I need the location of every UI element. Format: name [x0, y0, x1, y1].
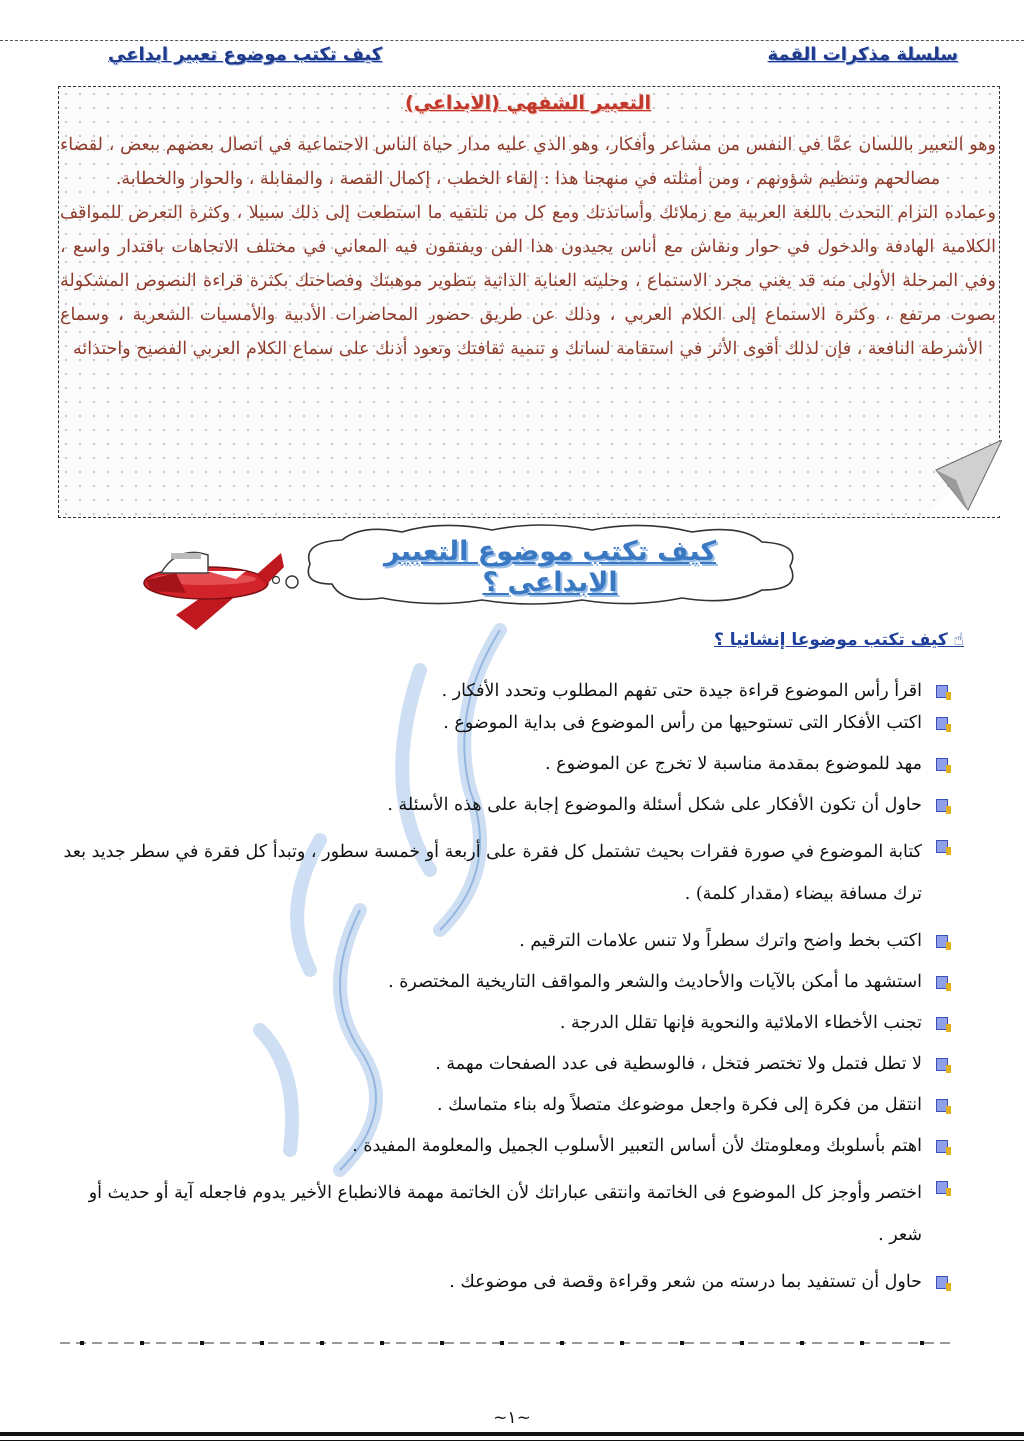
- page-curl-icon: [926, 440, 1002, 516]
- page-number: ~١~: [493, 1408, 531, 1428]
- list-item: لا تطل فتمل ولا تختصر فتخل ، فالوسطية فى عدد الصفحات مهمة .: [52, 1049, 952, 1079]
- series-title: سلسلة مذكرات القمة: [767, 44, 958, 65]
- book-bullet-icon: [934, 933, 952, 951]
- book-bullet-icon: [934, 756, 952, 774]
- top-divider: [0, 40, 1024, 41]
- topic-title: كيف تكتب موضوع تعبير ابداعي: [108, 44, 383, 65]
- list-item: كتابة الموضوع في صورة فقرات بحيث تشتمل كل فقرة على أربعة أو خمسة سطور ، وتبدأ كل فقرة في سطر جديد بعد ترك مسافة بيضاء (مقدار كلمة) .: [52, 831, 952, 915]
- book-bullet-icon: [934, 1015, 952, 1033]
- list-item: اقرأ رأس الموضوع قراءة جيدة حتى تفهم المطلوب وتحدد الأفكار .: [52, 676, 952, 706]
- book-bullet-icon: [934, 838, 952, 856]
- book-bullet-icon: [934, 1274, 952, 1292]
- footer-bar-thin: [0, 1440, 1024, 1441]
- list-item: اهتم بأسلوبك ومعلومتك لأن أساس التعبير الأسلوب الجميل والمعلومة المفيدة .: [52, 1131, 952, 1161]
- oral-paragraph-2: وعماده التزام التحدث باللغة العربية مع زملائك وأساتذتك ومع كل من تلتقيه ما استطعت إلى ذلك سبيلا ، وكثرة التعرض للمواقف الكلامية الهادفة والدخول في حوار ونقاش مع أناس يجيدون هذا الفن ويفتقون فيه المعاني في مختلف الاتجاهات باقتدار واسع ، وفي المرحلة الأولى منه قد يغني مجرد الاستماع ، وحليته العناية الذاتية بتطوير موهبتك وفصاحتك بكثرة قراءة النصوص المشكولة بصوت مرتفع ، وكثرة الاستماع إلى الكلام العربي ، وذلك عن طريق حضور المحاضرات الأدبية والأمسيات الشعرية ، وسماع الأشرطة النافعة ، فإن لذلك أقوى الأثر في استقامة لسانك و تنمية ثقافتك وتعود أذنك على سماع الكلام العربي الفصيح واحتذائه: [60, 203, 996, 359]
- oral-paragraph-1: وهو التعبير باللسان عمَّا في النفس من مشاعر وأفكار، وهو الذي عليه مدار حياة الناس الاجتماعية في اتصال بعضهم ببعض ، لقضاء مصالحهم وتنظيم شؤونهم ، ومن أمثلته في منهجنا هذا : إلقاء الخطب ، إكمال القصة ، والمقابلة ، والحوار والخطابة.: [60, 135, 996, 189]
- list-item: اكتب الأفكار التى تستوحيها من رأس الموضوع فى بداية الموضوع .: [52, 708, 952, 738]
- pointing-hand-icon: ☝: [953, 630, 964, 650]
- list-item: اكتب بخط واضح واترك سطراً ولا تنس علامات الترقيم .: [52, 926, 952, 956]
- footer-bar: [0, 1432, 1024, 1436]
- list-item: مهد للموضوع بمقدمة مناسبة لا تخرج عن الموضوع .: [52, 749, 952, 779]
- bottom-divider: [60, 1340, 954, 1346]
- list-item: حاول أن تستفيد بما درسته من شعر وقراءة وقصة فى موضوعك .: [52, 1267, 952, 1297]
- book-bullet-icon: [934, 797, 952, 815]
- oral-box-text: [60, 128, 996, 366]
- book-bullet-icon: [934, 1097, 952, 1115]
- oral-box-title: التعبير الشفهي (الابداعي): [405, 92, 651, 114]
- list-item: استشهد ما أمكن بالآيات والأحاديث والشعر والمواقف التاريخية المختصرة .: [52, 967, 952, 997]
- book-bullet-icon: [934, 1138, 952, 1156]
- writing-tips-list: [52, 676, 952, 1308]
- list-item: اختصر وأوجز كل الموضوع فى الخاتمة وانتقى عباراتك لأن الخاتمة مهمة فالانطباع الأخير يدوم فاجعله آية أو حديث أو شعر .: [52, 1172, 952, 1256]
- book-bullet-icon: [934, 974, 952, 992]
- book-bullet-icon: [934, 1179, 952, 1197]
- book-bullet-icon: [934, 1056, 952, 1074]
- airplane-icon: [116, 535, 286, 635]
- book-bullet-icon: [934, 683, 952, 701]
- cloud-heading: كيف تكتب موضوع التعبير الابداعى ؟: [383, 536, 717, 598]
- list-item: انتقل من فكرة إلى فكرة واجعل موضوعك متصلاً وله بناء متماسك .: [52, 1090, 952, 1120]
- list-item: حاول أن تكون الأفكار على شكل أسئلة والموضوع إجابة على هذه الأسئلة .: [52, 790, 952, 820]
- list-item: تجنب الأخطاء الاملائية والنحوية فإنها تقلل الدرجة .: [52, 1008, 952, 1038]
- book-bullet-icon: [934, 715, 952, 733]
- section-heading: ☝ كيف تكتب موضوعا إنشائيا ؟: [714, 630, 964, 650]
